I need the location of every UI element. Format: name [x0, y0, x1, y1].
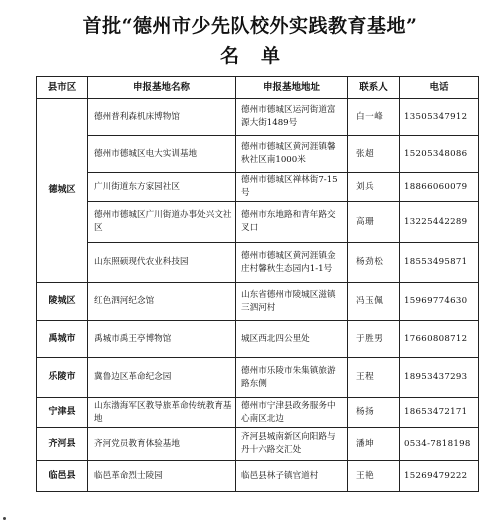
base-list-table	[36, 76, 479, 492]
contact-cell: 王程	[348, 358, 400, 398]
table-header-row	[37, 77, 479, 99]
table-row	[37, 321, 479, 358]
address-cell: 山东省德州市陵城区滋镇三泗河村	[236, 283, 348, 321]
contact-cell: 刘兵	[348, 173, 400, 202]
header-name: 申报基地名称	[88, 77, 236, 99]
phone-cell: 15969774630	[400, 283, 479, 321]
table-row	[37, 428, 479, 461]
base-name-cell: 冀鲁边区革命纪念园	[88, 358, 236, 398]
county-cell: 陵城区	[37, 283, 88, 321]
address-cell: 德州市乐陵市朱集镇旅游路东侧	[236, 358, 348, 398]
document-title: 首批“德州市少先队校外实践教育基地”	[82, 15, 418, 37]
contact-cell: 杨扬	[348, 398, 400, 428]
contact-cell: 于胜男	[348, 321, 400, 358]
county-cell: 乐陵市	[37, 358, 88, 398]
table-row	[37, 358, 479, 398]
table-row	[37, 173, 479, 202]
address-cell: 临邑县林子镇官道村	[236, 461, 348, 492]
contact-cell: 冯玉佩	[348, 283, 400, 321]
base-name-cell: 德州普利森机床博物馆	[88, 99, 236, 136]
address-cell: 德州市东地路和青年路交叉口	[236, 202, 348, 243]
base-name-cell: 临邑革命烈士陵园	[88, 461, 236, 492]
county-cell: 宁津县	[37, 398, 88, 428]
table-row	[37, 283, 479, 321]
contact-cell: 张超	[348, 136, 400, 173]
base-name-cell: 德州市德城区电大实训基地	[88, 136, 236, 173]
phone-cell: 18953437293	[400, 358, 479, 398]
page-mark	[3, 517, 6, 520]
phone-cell: 15205348086	[400, 136, 479, 173]
contact-cell: 白一峰	[348, 99, 400, 136]
base-name-cell: 禹城市禹王亭博物馆	[88, 321, 236, 358]
phone-cell: 18653472171	[400, 398, 479, 428]
table-row	[37, 136, 479, 173]
phone-cell: 13225442289	[400, 202, 479, 243]
table-row	[37, 243, 479, 283]
phone-cell: 13505347912	[400, 99, 479, 136]
base-name-cell: 山东渤海军区教导旅革命传统教育基地	[88, 398, 236, 428]
contact-cell: 潘坤	[348, 428, 400, 461]
table-row	[37, 202, 479, 243]
base-name-cell: 德州市德城区广川街道办事处兴文社区	[88, 202, 236, 243]
base-name-cell: 齐河党员教育体验基地	[88, 428, 236, 461]
contact-cell: 高珊	[348, 202, 400, 243]
phone-cell: 18866060079	[400, 173, 479, 202]
phone-cell: 18553495871	[400, 243, 479, 283]
county-cell: 临邑县	[37, 461, 88, 492]
table-row	[37, 99, 479, 136]
address-cell: 齐河县城南新区向阳路与丹十六路交汇处	[236, 428, 348, 461]
header-address: 申报基地地址	[236, 77, 348, 99]
phone-cell: 17660808712	[400, 321, 479, 358]
county-cell: 齐河县	[37, 428, 88, 461]
base-name-cell: 山东照硕现代农业科技园	[88, 243, 236, 283]
phone-cell: 15269479222	[400, 461, 479, 492]
base-name-cell: 广川街道东方家园社区	[88, 173, 236, 202]
address-cell: 德州市德城区黄河涯镇馨秋社区南1000米	[236, 136, 348, 173]
contact-cell: 王艳	[348, 461, 400, 492]
header-county: 县市区	[37, 77, 88, 99]
table-row	[37, 461, 479, 492]
county-cell: 德城区	[37, 99, 88, 283]
address-cell: 德州市德城区禅林街7-15号	[236, 173, 348, 202]
contact-cell: 杨劲松	[348, 243, 400, 283]
address-cell: 德州市德城区黄河涯镇金庄村馨秋生态园内1-1号	[236, 243, 348, 283]
address-cell: 德州市宁津县政务服务中心南区北边	[236, 398, 348, 428]
base-name-cell: 红色泗河纪念馆	[88, 283, 236, 321]
address-cell: 城区西北四公里处	[236, 321, 348, 358]
address-cell: 德州市德城区运河街道富源大街1489号	[236, 99, 348, 136]
table-row	[37, 398, 479, 428]
header-contact: 联系人	[348, 77, 400, 99]
document-subtitle: 名单	[219, 45, 302, 67]
county-cell: 禹城市	[37, 321, 88, 358]
phone-cell: 0534-7818198	[400, 428, 479, 461]
header-phone: 电话	[400, 77, 479, 99]
